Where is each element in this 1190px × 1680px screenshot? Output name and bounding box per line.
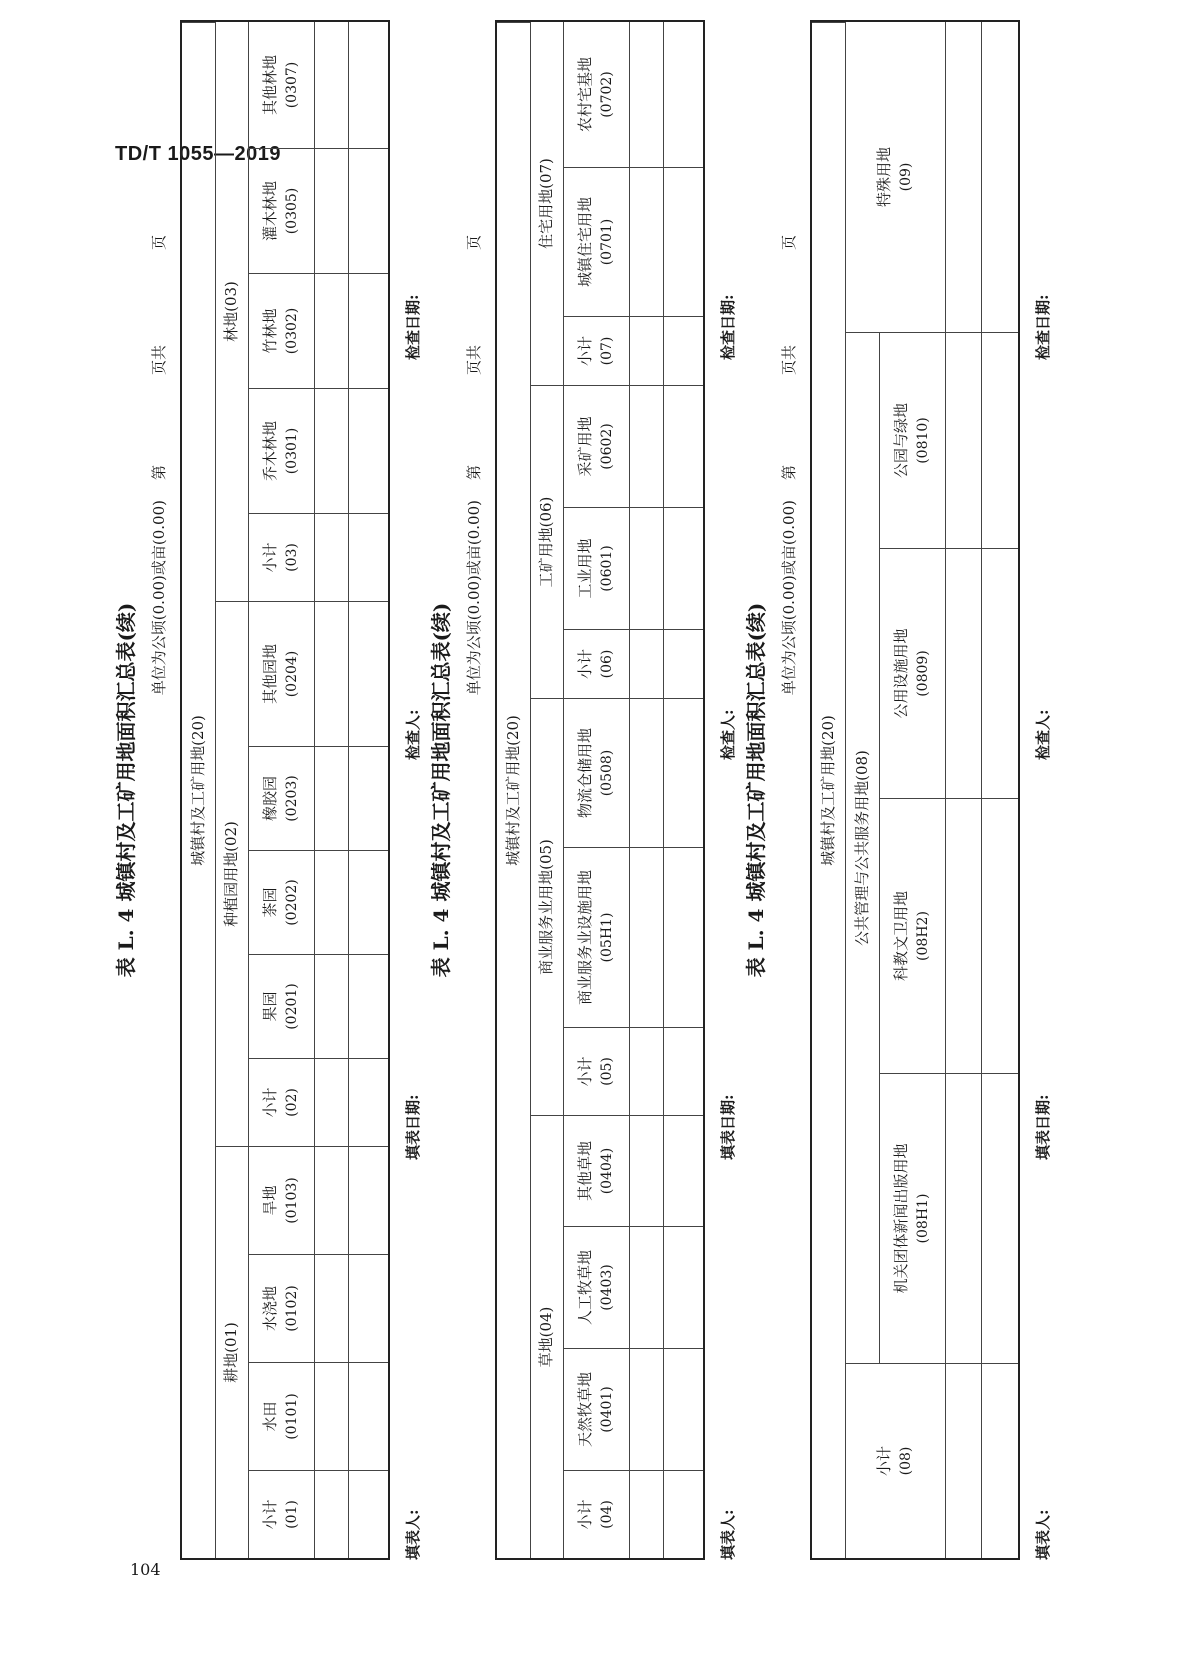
- column-header: 机关团体新闻出版用地 (08H1): [880, 1073, 946, 1363]
- filler-label: 填表人:: [404, 1509, 422, 1560]
- checker-label: 检查人:: [719, 709, 737, 760]
- table-cell: [664, 316, 703, 385]
- column-header: 小计 (04): [564, 1470, 630, 1558]
- table-cell: [946, 798, 982, 1073]
- table-cell: [349, 513, 388, 601]
- table-container: [740, 20, 1070, 1560]
- column-header: 物流仓储用地 (0508): [564, 698, 630, 847]
- column-header: 小计 (01): [249, 1470, 315, 1558]
- unit-note: 单位为公顷(0.00)或亩(0.00): [150, 500, 168, 696]
- table-cell: [946, 1073, 982, 1363]
- table-cell: [349, 850, 388, 954]
- table-cell: [349, 746, 388, 850]
- checker-label: 检查人:: [1034, 709, 1052, 760]
- table-cell: [315, 850, 349, 954]
- column-header: 天然牧草地 (0401): [564, 1348, 630, 1470]
- header-group: 住宅用地(07): [531, 22, 564, 385]
- table-cell: [630, 847, 664, 1027]
- table-cell: [630, 316, 664, 385]
- header-group: 耕地(01): [216, 1146, 249, 1558]
- table-cell: [315, 1254, 349, 1362]
- column-header: 其他园地 (0204): [249, 601, 315, 746]
- table-cell: [349, 1254, 388, 1362]
- data-table: [495, 20, 705, 1560]
- column-header: 小计 (05): [564, 1027, 630, 1115]
- header-group: 工矿用地(06): [531, 385, 564, 698]
- table-cell: [664, 1115, 703, 1226]
- check-date-label: 检查日期:: [1034, 294, 1052, 360]
- table-cell: [630, 1027, 664, 1115]
- table-cell: [630, 698, 664, 847]
- table-cell: [349, 388, 388, 513]
- table-cell: [349, 1362, 388, 1470]
- column-header: 农村宅基地 (0702): [564, 22, 630, 167]
- unit-note: 单位为公顷(0.00)或亩(0.00): [465, 500, 483, 696]
- table-cell: [349, 1058, 388, 1146]
- table-cell: [315, 954, 349, 1058]
- column-header: 其他林地 (0307): [249, 22, 315, 148]
- table-cell: [315, 148, 349, 273]
- header-group: 林地(03): [216, 22, 249, 601]
- column-header: 旱地 (0103): [249, 1146, 315, 1254]
- column-header: 小计 (08): [846, 1363, 946, 1558]
- header-group: 公共管理与公共服务用地(08): [846, 332, 880, 1363]
- column-header: 果园 (0201): [249, 954, 315, 1058]
- filler-label: 填表人:: [719, 1509, 737, 1560]
- unit-note: 单位为公顷(0.00)或亩(0.00): [780, 500, 798, 696]
- column-header: 公用设施用地 (0809): [880, 548, 946, 798]
- column-header: 其他草地 (0404): [564, 1115, 630, 1226]
- column-header: 城镇住宅用地 (0701): [564, 167, 630, 316]
- fill-date-label: 填表日期:: [404, 1094, 422, 1160]
- standard-code: TD/T 1055—2019: [115, 143, 281, 165]
- table-cell: [946, 1363, 982, 1558]
- column-header: 人工牧草地 (0403): [564, 1226, 630, 1348]
- table-cell: [315, 22, 349, 148]
- page-label-post: 页: [150, 234, 168, 250]
- table-cell: [349, 601, 388, 746]
- table-cell: [664, 22, 703, 167]
- table-cell: [315, 388, 349, 513]
- fill-date-label: 填表日期:: [1034, 1094, 1052, 1160]
- table-cell: [315, 513, 349, 601]
- column-header: 灌木林地 (0305): [249, 148, 315, 273]
- table-title: 表 L. 4 城镇村及工矿用地面积汇总表(续): [114, 602, 138, 978]
- table-cell: [664, 847, 703, 1027]
- table-cell: [315, 601, 349, 746]
- fill-date-label: 填表日期:: [719, 1094, 737, 1160]
- data-table: [180, 20, 390, 1560]
- table-cell: [664, 1226, 703, 1348]
- table-cell: [315, 1146, 349, 1254]
- table-container: [425, 20, 755, 1560]
- table-cell: [315, 1058, 349, 1146]
- column-header: 公园与绿地 (0810): [880, 332, 946, 548]
- page-label-mid: 页共: [780, 344, 798, 375]
- page-label-mid: 页共: [150, 344, 168, 375]
- data-table: [810, 20, 1020, 1560]
- table-cell: [946, 22, 982, 332]
- table-cell: [664, 385, 703, 507]
- table-cell: [349, 1470, 388, 1558]
- header-group: 商业服务业用地(05): [531, 698, 564, 1115]
- table-cell: [982, 798, 1018, 1073]
- table-cell: [982, 1363, 1018, 1558]
- table-cell: [315, 746, 349, 850]
- table-cell: [630, 22, 664, 167]
- header-group: 种植园用地(02): [216, 601, 249, 1146]
- column-header: 乔木林地 (0301): [249, 388, 315, 513]
- page-label-pre: 第: [465, 464, 483, 480]
- table-cell: [630, 1115, 664, 1226]
- column-header: 工业用地 (0601): [564, 507, 630, 629]
- column-header: 水田 (0101): [249, 1362, 315, 1470]
- column-header: 小计 (03): [249, 513, 315, 601]
- page-label-pre: 第: [150, 464, 168, 480]
- column-header: 小计 (06): [564, 629, 630, 698]
- header-group: 草地(04): [531, 1115, 564, 1558]
- column-header: 采矿用地 (0602): [564, 385, 630, 507]
- column-header: 水浇地 (0102): [249, 1254, 315, 1362]
- table-cell: [664, 1027, 703, 1115]
- page-label-mid: 页共: [465, 344, 483, 375]
- table-container: [110, 20, 440, 1560]
- page-number: 104: [130, 1560, 161, 1579]
- check-date-label: 检查日期:: [404, 294, 422, 360]
- table-cell: [946, 548, 982, 798]
- column-header: 茶园 (0202): [249, 850, 315, 954]
- table-cell: [982, 548, 1018, 798]
- table-cell: [349, 22, 388, 148]
- table-cell: [982, 1073, 1018, 1363]
- table-cell: [630, 1470, 664, 1558]
- table-cell: [664, 167, 703, 316]
- page-label-pre: 第: [780, 464, 798, 480]
- checker-label: 检查人:: [404, 709, 422, 760]
- table-cell: [315, 1470, 349, 1558]
- column-header: 橡胶园 (0203): [249, 746, 315, 850]
- column-header: 小计 (07): [564, 316, 630, 385]
- table-cell: [664, 698, 703, 847]
- table-cell: [630, 167, 664, 316]
- table-cell: [315, 273, 349, 388]
- table-title: 表 L. 4 城镇村及工矿用地面积汇总表(续): [429, 602, 453, 978]
- header-group-top: 城镇村及工矿用地(20): [182, 22, 216, 1558]
- table-cell: [349, 1146, 388, 1254]
- filler-label: 填表人:: [1034, 1509, 1052, 1560]
- page-label-post: 页: [465, 234, 483, 250]
- header-group-top: 城镇村及工矿用地(20): [497, 22, 531, 1558]
- column-header: 小计 (02): [249, 1058, 315, 1146]
- table-cell: [315, 1362, 349, 1470]
- check-date-label: 检查日期:: [719, 294, 737, 360]
- table-cell: [630, 1226, 664, 1348]
- column-header: 科教文卫用地 (08H2): [880, 798, 946, 1073]
- table-cell: [982, 332, 1018, 548]
- table-cell: [349, 954, 388, 1058]
- table-cell: [664, 507, 703, 629]
- table-cell: [630, 507, 664, 629]
- table-cell: [664, 1348, 703, 1470]
- table-cell: [349, 273, 388, 388]
- table-cell: [630, 629, 664, 698]
- header-group-top: 城镇村及工矿用地(20): [812, 22, 846, 1558]
- column-header: 商业服务业设施用地 (05H1): [564, 847, 630, 1027]
- column-header: 特殊用地 (09): [846, 22, 946, 332]
- table-cell: [349, 148, 388, 273]
- table-cell: [946, 332, 982, 548]
- column-header: 竹林地 (0302): [249, 273, 315, 388]
- table-title: 表 L. 4 城镇村及工矿用地面积汇总表(续): [744, 602, 768, 978]
- table-cell: [664, 629, 703, 698]
- table-cell: [664, 1470, 703, 1558]
- table-cell: [630, 385, 664, 507]
- table-cell: [982, 22, 1018, 332]
- table-cell: [630, 1348, 664, 1470]
- page-label-post: 页: [780, 234, 798, 250]
